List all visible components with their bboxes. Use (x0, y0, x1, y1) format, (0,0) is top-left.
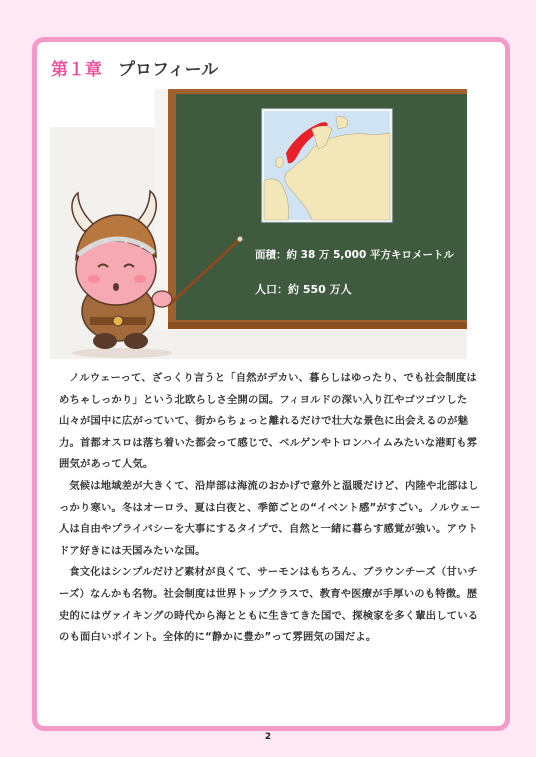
board-area-text: 面積：約 38 万 5,000 平方キロメートル (255, 249, 454, 261)
chapter-title: プロフィール (118, 59, 219, 80)
paragraph-2: 気候は地域差が大きくて、沿岸部は海流のおかげで意外と温暖だけど、内陸や北部はしっかり寒い。冬はオーロラ、夏は白夜と、季節ごとの“イベント感”がすごい。ノルウェー人は自由やプライバシーを大事にするタイプで、自然と一緒に暮らす感覚が強い。アウトドア好きには天国みたいな国。 (59, 479, 481, 557)
illustration (50, 89, 467, 359)
chapter-heading (51, 52, 218, 82)
body-text (59, 368, 483, 649)
paragraph-1: ノルウェーって、ざっくり言うと「自然がデカい、暮らしはゆったり、でも社会制度はめちゃしっかり」という北欧らしさ全開の国。フィヨルドの深い入り江やゴツゴツした山々が国中に広がっていて、街からちょっと離れるだけで壮大な景色に出会えるのが魅力。首都オスロは落ち着いた都会って感じで、ベルゲンやトロンハイムみたいな港町も雰囲気があって人気。 (59, 372, 478, 471)
chapter-number: 第１章 (51, 59, 102, 80)
page-number: 2 (264, 732, 272, 742)
europe-map-icon (262, 109, 392, 222)
board-population-text: 人口：約 550 万人 (255, 283, 352, 296)
paragraph-3: 食文化はシンプルだけど素材が良くて、サーモンはもちろん、ブラウンチーズ（甘いチーズ）なんかも名物。社会制度は世界トップクラスで、教育や医療が手厚いのも特徴。歴史的にはヴァイキングの時代から海とともに生きてきた国で、探検家を多く輩出しているのも面白いポイント。全体的に“静かに豊か”って雰囲気の国だよ。 (59, 566, 479, 644)
classroom-illustration (50, 89, 467, 359)
page-card (32, 37, 510, 731)
